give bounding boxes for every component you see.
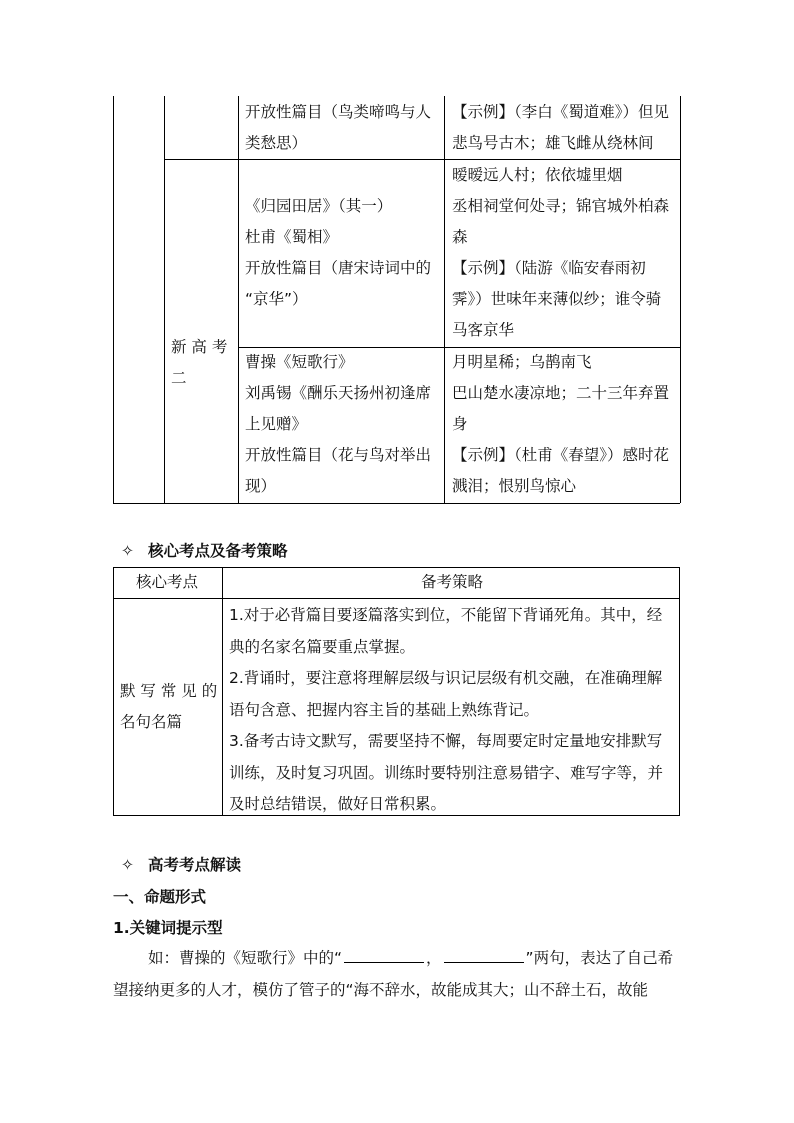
table-border xyxy=(444,96,445,503)
group-label: 新 高 考 二 xyxy=(171,338,228,387)
strategy-cell: 1.对于必背篇目要逐篇落实到位，不能留下背诵死角。其中，经 典的名家名篇要重点掌握。 2.背诵时，要注意将理解层级与识记层级有机交融，在准确理解 语句含意、把握内容主旨的基础上熟练背记。 3.备考古诗文默写，需要坚持不懈，每周要定时定量地安排默写 训练，及时复习巩固。训练时要特别注意易错字、难写字等，并 及时总结错误，做好日常积累。 xyxy=(229,606,664,813)
topic-cell: 默 写 常 见 的 名句名篇 xyxy=(120,682,218,731)
table-border xyxy=(113,96,114,503)
table-border xyxy=(222,567,223,816)
heading-keyword-type: 1.关键词提示型 xyxy=(113,919,223,937)
table-header: 备考策略 xyxy=(421,573,484,591)
section-heading: ✧ 高考考点解读 xyxy=(121,856,242,874)
table-border xyxy=(680,96,681,503)
table-header: 核心考点 xyxy=(136,573,199,591)
answer-cell: 【示例】（李白《蜀道难》）但见 悲鸟号古木；雄飞雌从绕林间 xyxy=(452,103,670,152)
example-paragraph: 望接纳更多的人才，模仿了管子的“海不辞水，故能成其大；山不辞土石，故能 xyxy=(113,981,649,999)
table-border xyxy=(164,96,165,503)
fill-blank[interactable] xyxy=(444,944,524,963)
heading-command-form: 一、命题形式 xyxy=(113,888,207,906)
example-paragraph: 如：曹操的《短歌行》中的“ ， ”两句，表达了自己希 xyxy=(148,942,673,974)
section-heading: ✧ 核心考点及备考策略 xyxy=(121,542,288,560)
answer-cell: 月明星稀；乌鹊南飞 巴山楚水凄凉地；二十三年弃置 身 【示例】（杜甫《春望》）感时花 溅泪；恨别鸟惊心 xyxy=(452,353,670,495)
diamond-icon: ✧ xyxy=(121,856,134,874)
table-border xyxy=(238,96,239,503)
poem-cell: 曹操《短歌行》 刘禹锡《酬乐天扬州初逢席 上见赠》 开放性篇目（花与鸟对举出 现） xyxy=(245,353,432,495)
fill-blank[interactable] xyxy=(344,944,424,963)
answer-cell: 暧暧远人村；依依墟里烟 丞相祠堂何处寻；锦官城外柏森 森 【示例】（陆游《临安春雨初 霁》）世味年来薄似纱；谁令骑 马客京华 xyxy=(452,166,670,339)
poem-cell: 《归园田居》（其一） 杜甫《蜀相》 开放性篇目（唐宋诗词中的 “京华”） xyxy=(245,197,432,308)
table-border xyxy=(113,503,680,504)
poem-cell: 开放性篇目（鸟类啼鸣与人 类愁思） xyxy=(245,103,432,152)
diamond-icon: ✧ xyxy=(121,542,134,560)
table-border xyxy=(113,598,680,599)
